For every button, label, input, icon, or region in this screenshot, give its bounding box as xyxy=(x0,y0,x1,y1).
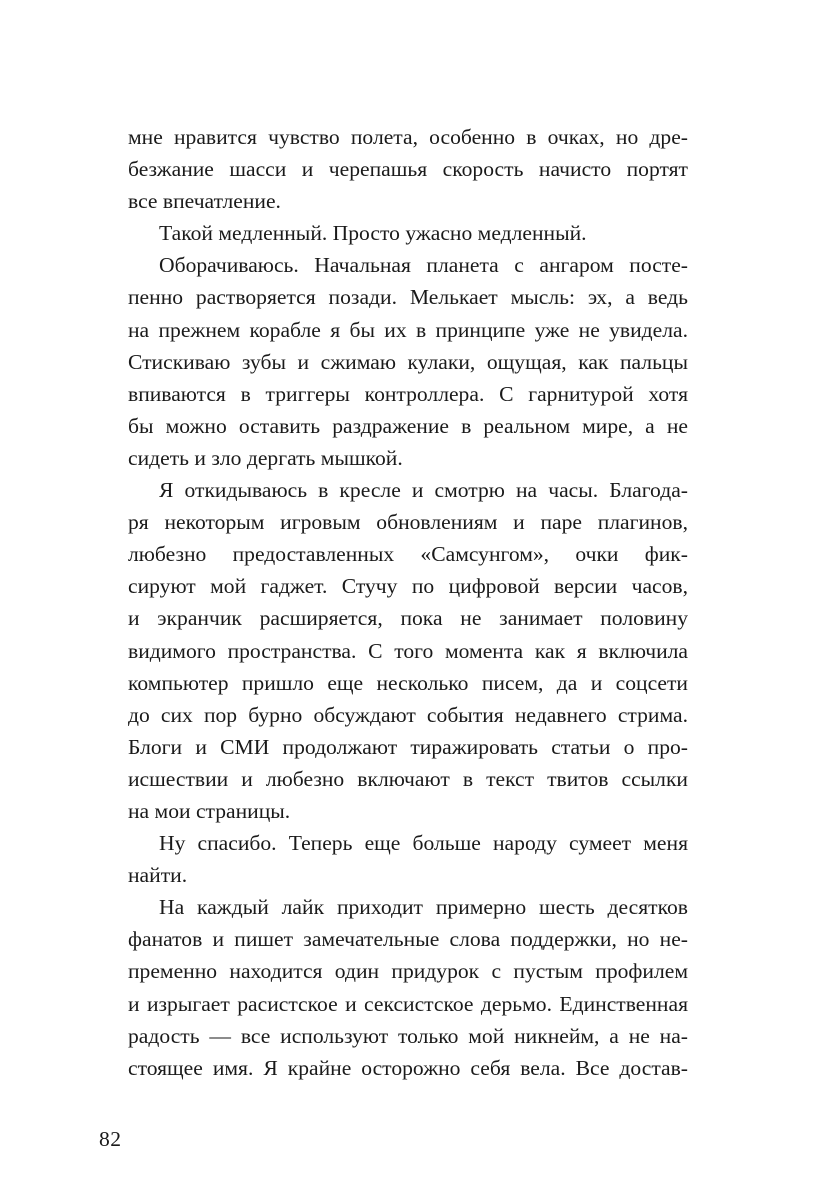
text-line: Стискиваю зубы и сжимаю кулаки, ощущая, как пальцы xyxy=(128,349,688,374)
text-line: Я откидываюсь в кресле и смотрю на часы. Благода- xyxy=(159,478,688,503)
text-line: на мои страницы. xyxy=(128,798,291,823)
text-line: и изрыгает расистское и сексистское дерьмо. Единственная xyxy=(128,991,688,1016)
text-line: безжание шасси и черепашья скорость начисто портят xyxy=(128,157,688,182)
text-line: исшествии и любезно включают в текст твитов ссылки xyxy=(128,766,688,791)
text-line: пенно растворяется позади. Мелькает мысль: эх, а ведь xyxy=(128,285,688,310)
text-line: сидеть и зло дергать мышкой. xyxy=(128,445,403,470)
text-line: найти. xyxy=(128,863,188,888)
text-line: фанатов и пишет замечательные слова поддержки, но не- xyxy=(128,927,688,952)
page-number: 82 xyxy=(99,1127,122,1151)
text-line: ря некоторым игровым обновлениям и паре плагинов, xyxy=(128,510,688,535)
text-line: компьютер пришло еще несколько писем, да и соцсети xyxy=(128,670,688,695)
text-line: Оборачиваюсь. Начальная планета с ангаром посте- xyxy=(159,253,688,278)
text-line: стоящее имя. Я крайне осторожно себя вела. Все достав- xyxy=(128,1055,688,1080)
text-line: Блоги и СМИ продолжают тиражировать статьи о про- xyxy=(128,734,688,759)
text-line: и экранчик расширяется, пока не занимает половину xyxy=(128,606,688,631)
text-line: любезно предоставленных «Самсунгом», очки фик- xyxy=(128,542,688,567)
text-line: пременно находится один придурок с пустым профилем xyxy=(128,959,688,984)
text-line: впиваются в триггеры контроллера. С гарнитурой хотя xyxy=(128,381,688,406)
text-line: до сих пор бурно обсуждают события недавнего стрима. xyxy=(128,702,688,727)
text-line: на прежнем корабле я бы их в принципе уже не увидела. xyxy=(128,317,688,342)
text-line: мне нравится чувство полета, особенно в очках, но дре- xyxy=(128,125,688,149)
body-text xyxy=(128,121,688,1084)
text-line: радость — все используют только мой никнейм, а не на- xyxy=(128,1023,688,1048)
text-line: все впечатление. xyxy=(128,189,281,214)
text-line: Такой медленный. Просто ужасно медленный. xyxy=(159,221,587,246)
text-line: Ну спасибо. Теперь еще больше народу сумеет меня xyxy=(159,831,688,856)
text-line: бы можно оставить раздражение в реальном мире, а не xyxy=(128,413,688,438)
text-line: сируют мой гаджет. Стучу по цифровой версии часов, xyxy=(128,574,688,599)
text-line: На каждый лайк приходит примерно шесть десятков xyxy=(159,895,688,920)
text-line: видимого пространства. С того момента как я включила xyxy=(128,638,688,663)
